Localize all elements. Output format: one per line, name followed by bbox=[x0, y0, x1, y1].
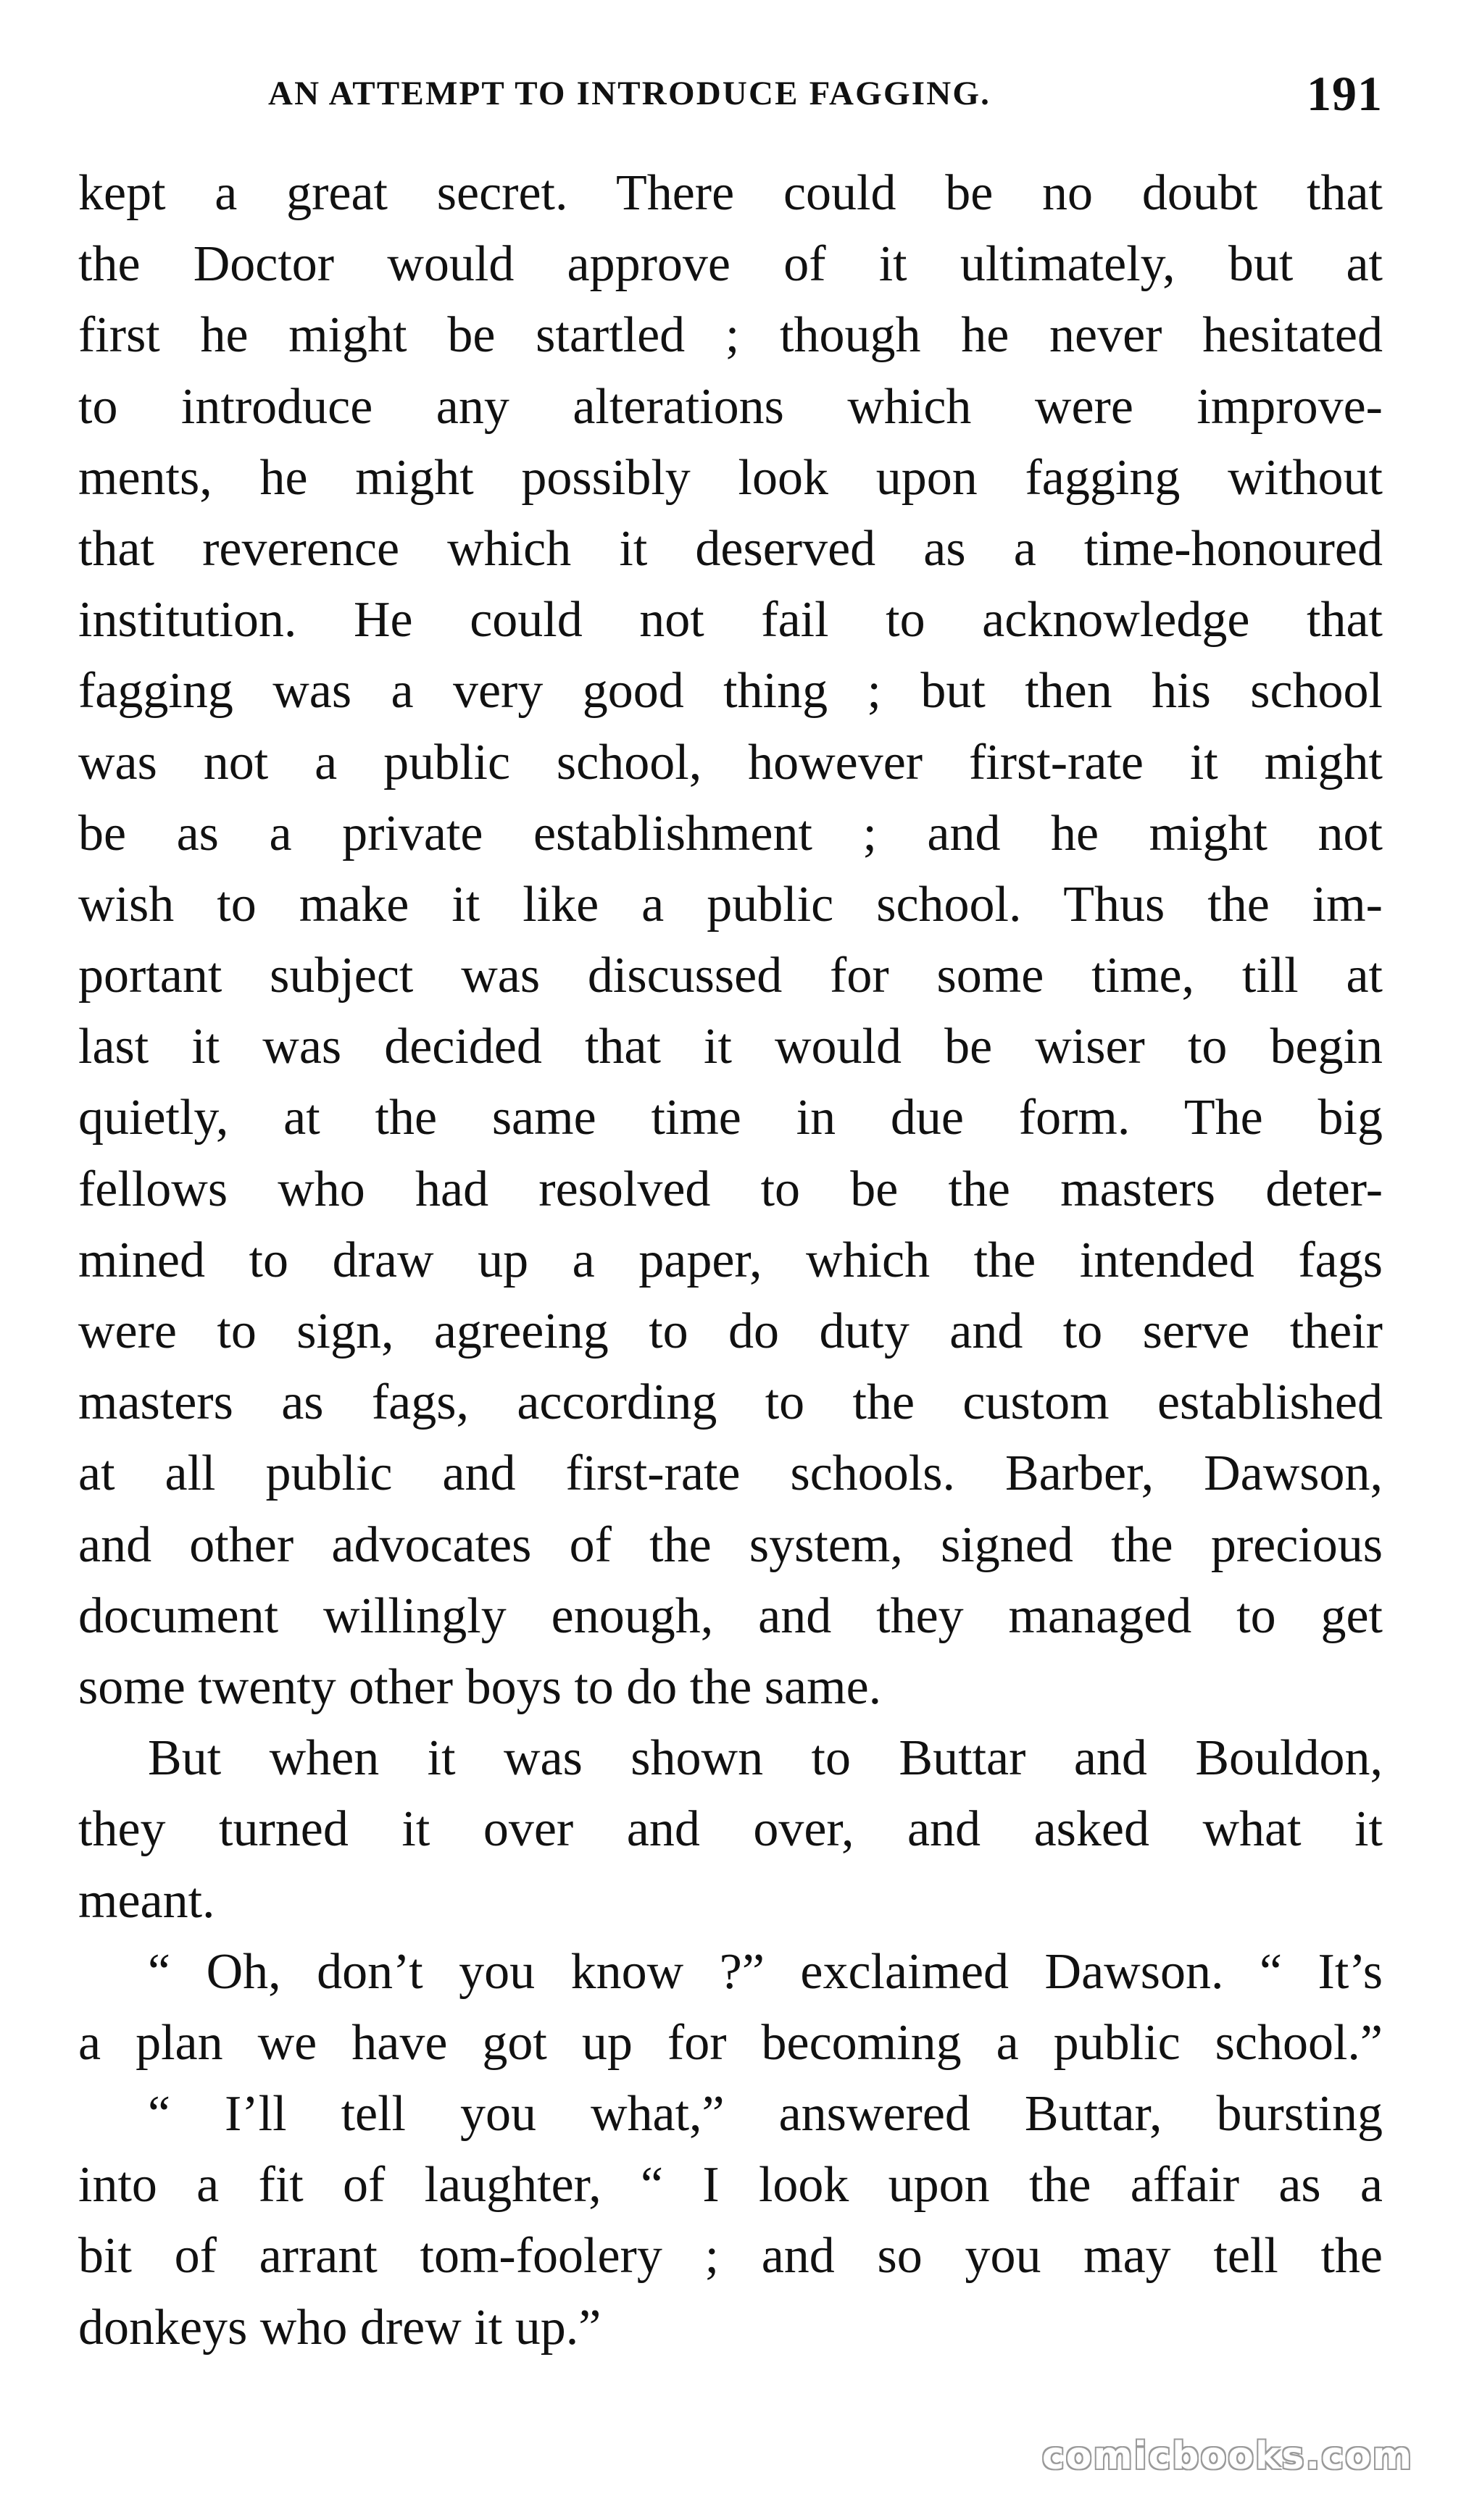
text-line: “ I’ll tell you what,” answered Buttar, bursting bbox=[148, 2086, 1383, 2143]
page-header bbox=[78, 66, 1383, 135]
text-line: at all public and first-rate schools. Barber, Dawson, bbox=[78, 1445, 1383, 1502]
text-line: they turned it over and over, and asked what it bbox=[78, 1801, 1383, 1858]
text-line: But when it was shown to Buttar and Bouldon, bbox=[148, 1730, 1383, 1787]
text-line: mined to draw up a paper, which the intended fags bbox=[78, 1232, 1383, 1288]
text-line: wish to make it like a public school. Thus the im- bbox=[78, 876, 1383, 933]
text-line: document willingly enough, and they managed to get bbox=[78, 1587, 1383, 1644]
text-line: donkeys who drew it up.” bbox=[78, 2299, 602, 2356]
body-text bbox=[78, 158, 1383, 2363]
text-line: fellows who had resolved to be the masters deter- bbox=[78, 1161, 1383, 1217]
text-line: were to sign, agreeing to do duty and to serve their bbox=[78, 1303, 1383, 1359]
paragraph-1 bbox=[78, 158, 1383, 1723]
text-line: meant. bbox=[78, 1872, 215, 1929]
text-line: “ Oh, don’t you know ?” exclaimed Dawson. “ It’s bbox=[148, 1943, 1383, 2000]
paragraph-2 bbox=[78, 1723, 1383, 1937]
text-line: that reverence which it deserved as a time-honoured bbox=[78, 520, 1383, 577]
text-line: institution. He could not fail to acknowledge that bbox=[78, 592, 1383, 648]
text-line: kept a great secret. There could be no doubt that bbox=[78, 165, 1383, 221]
text-line: be as a private establishment ; and he might not bbox=[78, 805, 1383, 861]
text-line: masters as fags, according to the custom established bbox=[78, 1374, 1383, 1431]
text-line: quietly, at the same time in due form. The big bbox=[78, 1090, 1383, 1146]
watermark: comicbooks.com bbox=[1041, 2435, 1413, 2478]
page-number: 191 bbox=[1307, 66, 1383, 121]
running-head: AN ATTEMPT TO INTRODUCE FAGGING. bbox=[268, 75, 991, 112]
text-line: ments, he might possibly look upon fagging without bbox=[78, 449, 1383, 506]
text-line: some twenty other boys to do the same. bbox=[78, 1659, 882, 1715]
text-line: was not a public school, however first-rate it might bbox=[78, 734, 1383, 790]
text-line: portant subject was discussed for some time, till at bbox=[78, 948, 1383, 1004]
text-line: a plan we have got up for becoming a public school.” bbox=[78, 2014, 1383, 2071]
text-line: fagging was a very good thing ; but then his school bbox=[78, 663, 1383, 719]
text-line: into a fit of laughter, “ I look upon the affair as a bbox=[78, 2157, 1383, 2214]
text-line: first he might be startled ; though he never hesitated bbox=[78, 307, 1383, 364]
paragraph-3 bbox=[78, 1937, 1383, 2079]
paragraph-4 bbox=[78, 2079, 1383, 2363]
text-line: bit of arrant tom-foolery ; and so you may tell the bbox=[78, 2228, 1383, 2285]
text-line: last it was decided that it would be wiser to begin bbox=[78, 1019, 1383, 1075]
text-line: and other advocates of the system, signed the precious bbox=[78, 1516, 1383, 1573]
text-line: the Doctor would approve of it ultimately, but at bbox=[78, 236, 1383, 293]
text-line: to introduce any alterations which were improve- bbox=[78, 378, 1383, 435]
